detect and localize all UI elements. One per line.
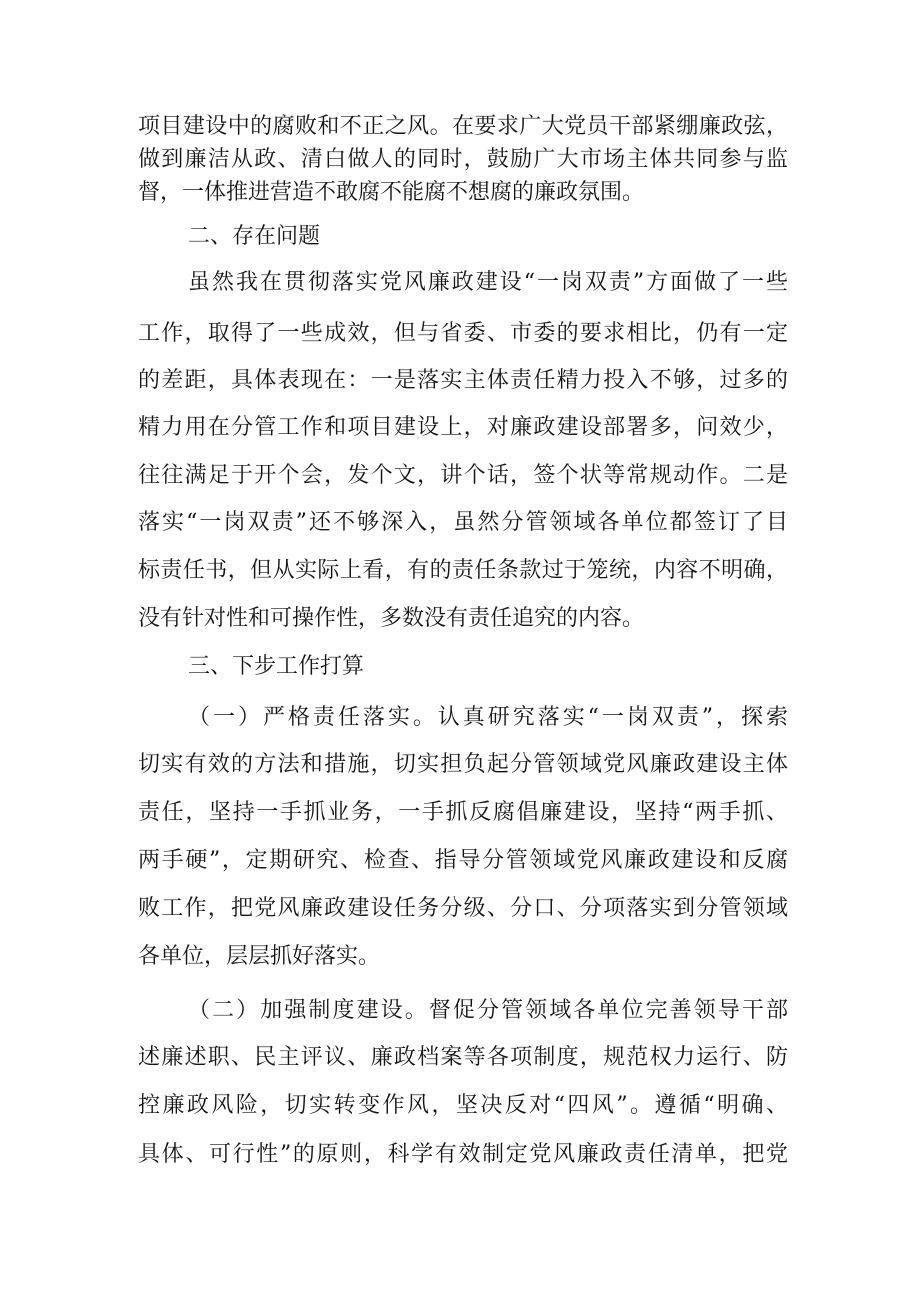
paragraph-line: 标责任书，但从实际上看，有的责任条款过于笼统，内容不明确， xyxy=(138,558,788,583)
paragraph-line: 的差距，具体表现在：一是落实主体责任精力投入不够，过多的 xyxy=(138,368,788,393)
paragraph-line: 没有针对性和可操作性，多数没有责任追究的内容。 xyxy=(138,606,645,631)
paragraph-line: 往往满足于开个会，发个文，讲个话，签个状等常规动作。二是 xyxy=(138,463,788,488)
paragraph-line: 控廉政风险，切实转变作风，坚决反对“四风”。遵循“明确、 xyxy=(138,1093,788,1118)
section-heading: 二、存在问题 xyxy=(188,224,321,249)
paragraph-line: 虽然我在贯彻落实党风廉政建设“一岗双责”方面做了一些 xyxy=(188,270,788,295)
paragraph-line: 责任，坚持一手抓业务，一手抓反腐倡廉建设，坚持“两手抓、 xyxy=(138,800,788,825)
paragraph-line: 督，一体推进营造不敢腐不能腐不想腐的廉政氛围。 xyxy=(138,180,645,205)
paragraph-line: （一）严格责任落实。认真研究落实“一岗双责”，探索 xyxy=(188,705,788,730)
paragraph-line: 述廉述职、民主评议、廉政档案等各项制度，规范权力运行、防 xyxy=(138,1045,788,1070)
paragraph-line: 切实有效的方法和措施，切实担负起分管领域党风廉政建设主体 xyxy=(138,752,788,777)
section-heading: 三、下步工作打算 xyxy=(188,654,365,679)
paragraph-line: 两手硬”，定期研究、检查、指导分管领域党风廉政建设和反腐 xyxy=(138,848,788,873)
paragraph-line: 精力用在分管工作和项目建设上，对廉政建设部署多，问效少， xyxy=(138,415,788,440)
paragraph-line: 具体、可行性”的原则，科学有效制定党风廉政责任清单，把党 xyxy=(138,1142,788,1167)
paragraph-line: 工作，取得了一些成效，但与省委、市委的要求相比，仍有一定 xyxy=(138,321,788,346)
paragraph-line: 项目建设中的腐败和不正之风。在要求广大党员干部紧绷廉政弦， xyxy=(138,114,788,139)
paragraph-line: 做到廉洁从政、清白做人的同时，鼓励广大市场主体共同参与监 xyxy=(138,147,788,172)
paragraph-line: （二）加强制度建设。督促分管领域各单位完善领导干部 xyxy=(188,998,788,1023)
paragraph-line: 各单位，层层抓好落实。 xyxy=(138,944,381,969)
paragraph-line: 败工作，把党风廉政建设任务分级、分口、分项落实到分管领域 xyxy=(138,896,788,921)
paragraph-line: 落实“一岗双责”还不够深入，虽然分管领域各单位都签订了目 xyxy=(138,510,788,535)
